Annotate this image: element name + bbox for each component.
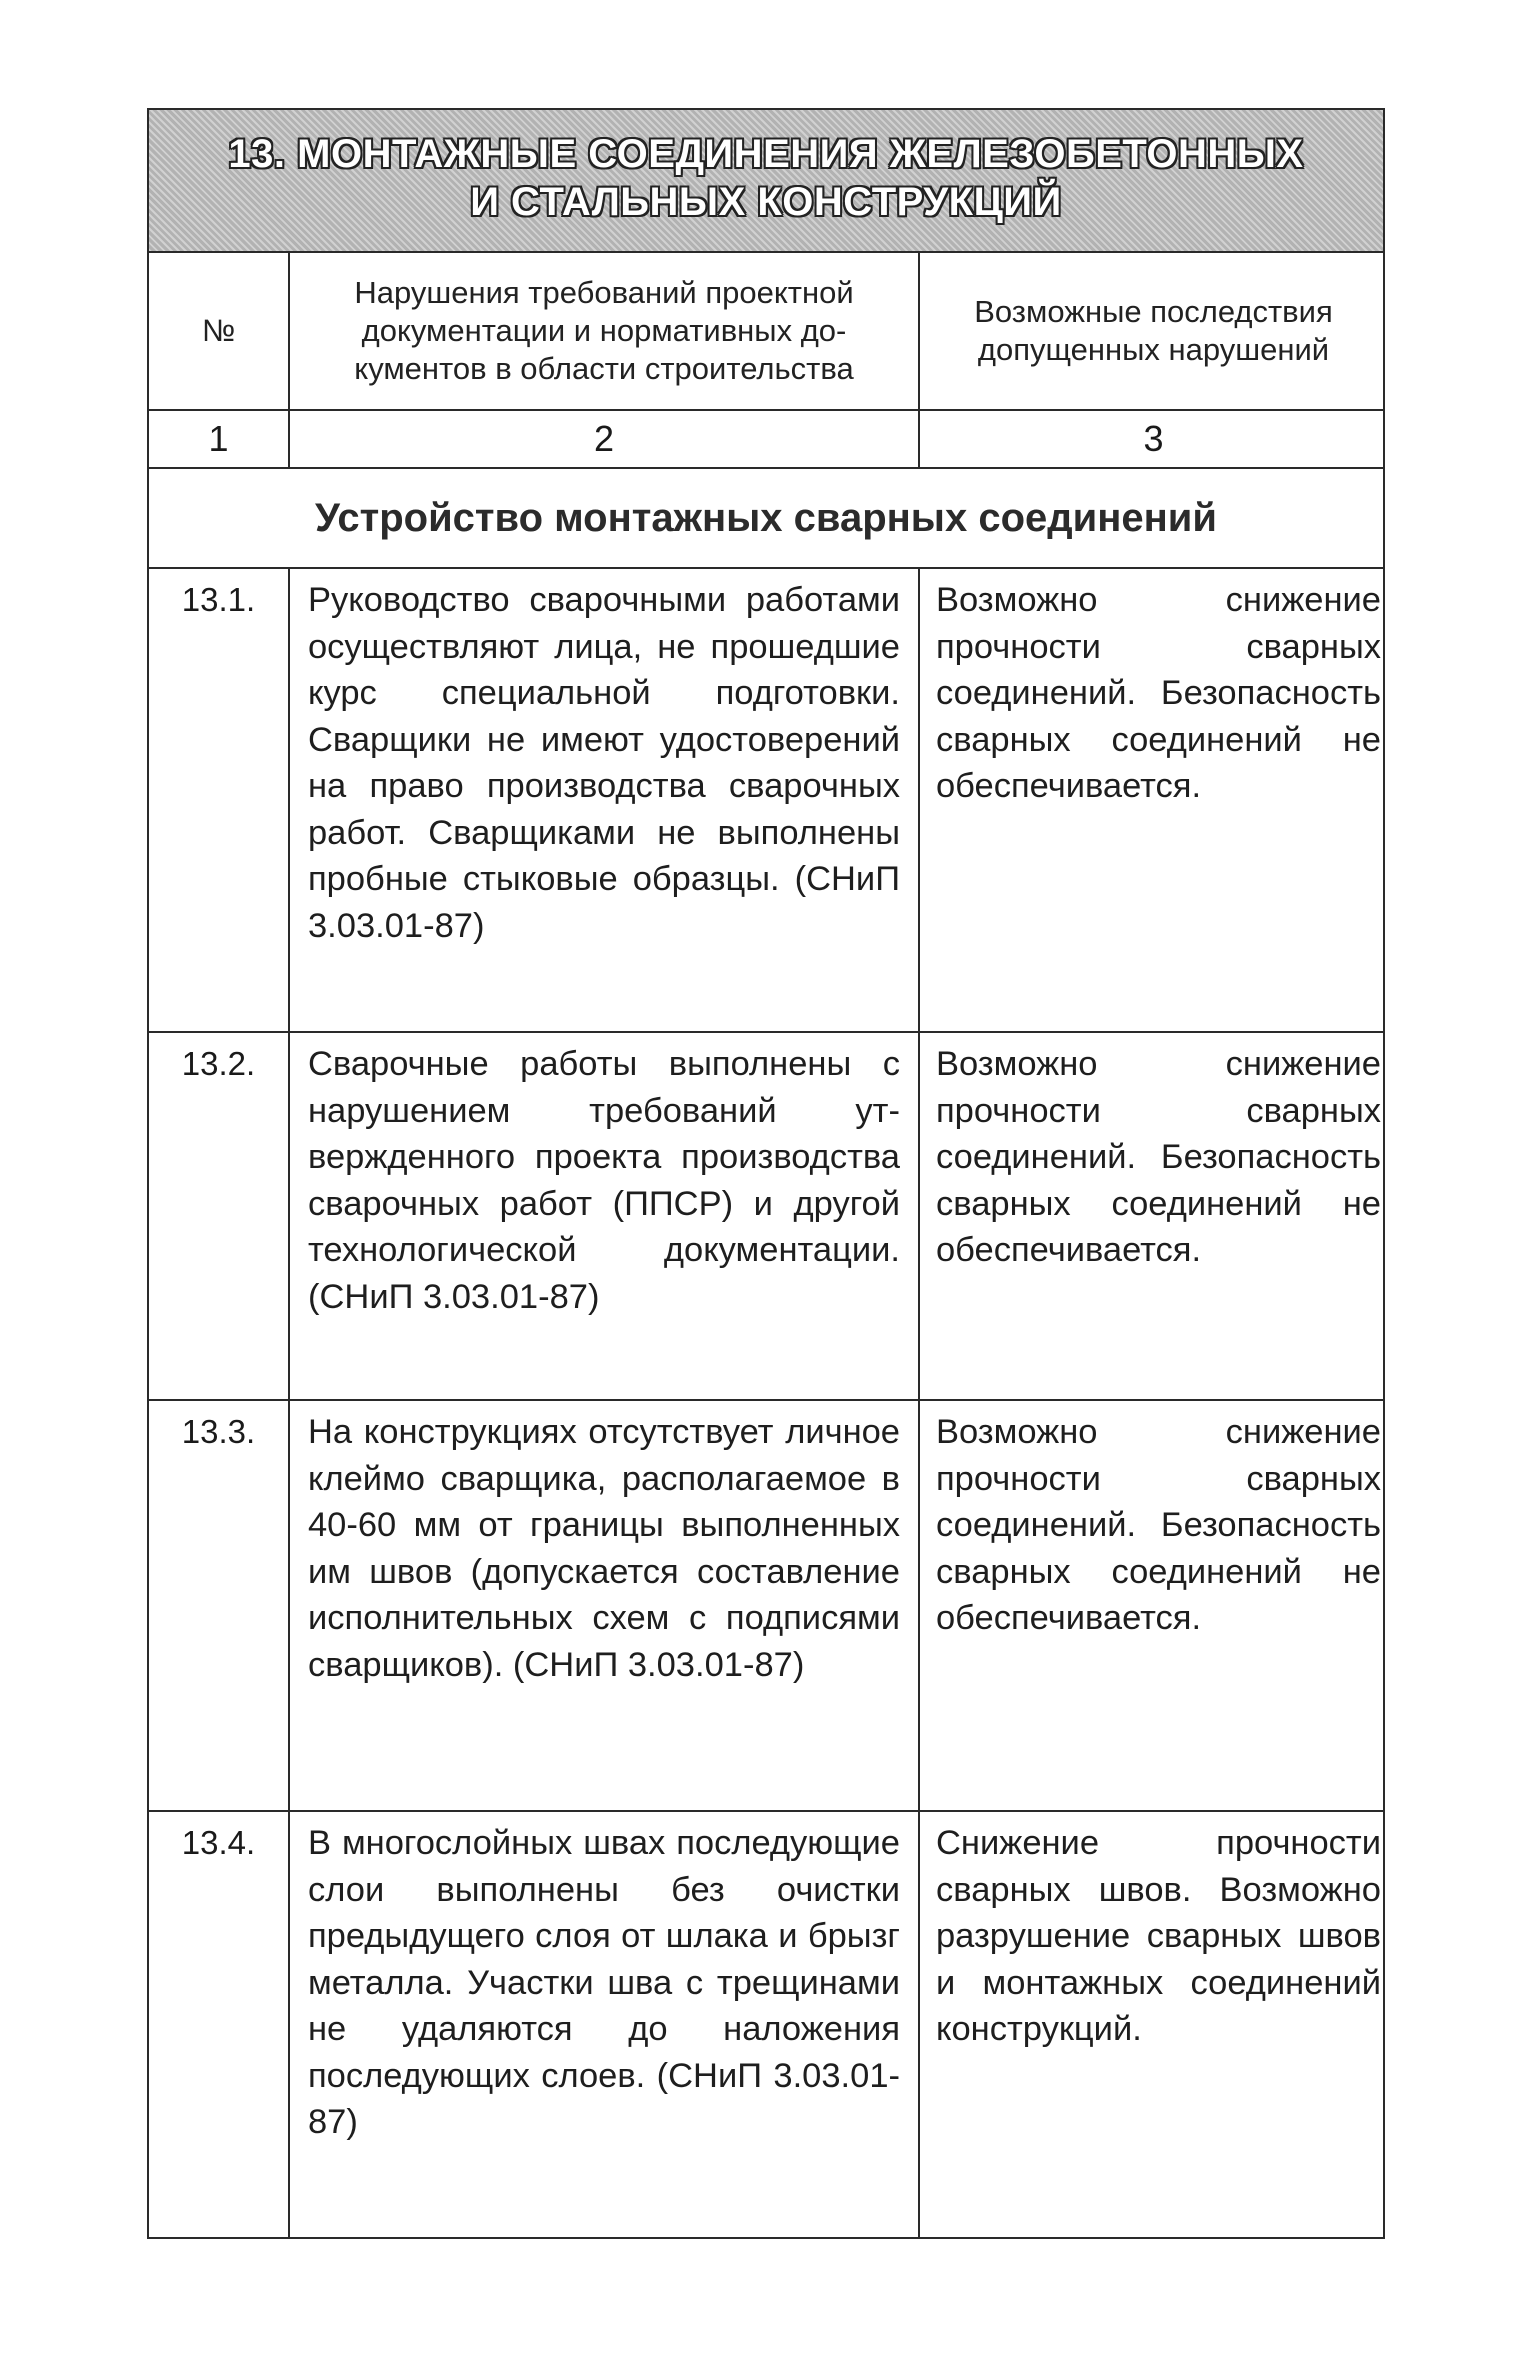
table-row bbox=[149, 569, 1383, 1033]
column-number-cell-2 bbox=[290, 411, 920, 467]
row-id: 13.3. bbox=[181, 1413, 256, 1450]
header-cell-violations bbox=[290, 253, 920, 409]
header-cell-consequences bbox=[920, 253, 1387, 409]
consequence-text: Возможно снижение прочности сварных соединений. Безопасность сварных соединений не обеспечивается. bbox=[936, 1045, 1381, 1269]
consequence-cell bbox=[920, 1033, 1387, 1399]
header-number-label: № bbox=[201, 313, 236, 348]
table-row bbox=[149, 1401, 1383, 1812]
header-consequences-label: Возможные последствия допущенных нарушений bbox=[974, 294, 1333, 367]
table-row bbox=[149, 1812, 1383, 2239]
column-numbers-row bbox=[149, 411, 1383, 469]
section-title-line-2: И СТАЛЬНЫХ КОНСТРУКЦИЙ bbox=[470, 180, 1062, 224]
column-number-2: 2 bbox=[593, 418, 615, 459]
violation-cell bbox=[290, 1401, 920, 1810]
row-id: 13.2. bbox=[181, 1045, 256, 1082]
column-number-cell-1 bbox=[149, 411, 290, 467]
consequence-cell bbox=[920, 1401, 1387, 1810]
header-cell-number bbox=[149, 253, 290, 409]
table-header-row bbox=[149, 253, 1383, 411]
header-violations-label: Нарушения требований проектной документации и нормативных документов в области строительства bbox=[354, 275, 854, 386]
column-number-1: 1 bbox=[208, 418, 229, 459]
row-id-cell bbox=[149, 1033, 290, 1399]
violation-text: На конструкциях отсутствует личное клеймо сварщика, располагаемое в 40-60 мм от границы выполненных им швов (допускается составление исполнительных схем с подписями сварщиков). (СНиП 3.03.01-87) bbox=[308, 1413, 900, 1684]
consequence-text: Снижение прочности сварных швов. Возможно разрушение сварных швов и монтажных соединений конструкций. bbox=[936, 1824, 1381, 2048]
section-title-line-1: 13. МОНТАЖНЫЕ СОЕДИНЕНИЯ ЖЕЛЕЗОБЕТОННЫХ bbox=[228, 132, 1304, 176]
row-id-cell bbox=[149, 569, 290, 1031]
consequence-text: Возможно снижение прочности сварных соединений. Безопасность сварных соединений не обеспечивается. bbox=[936, 1413, 1381, 1637]
row-id: 13.4. bbox=[181, 1824, 256, 1861]
row-id-cell bbox=[149, 1812, 290, 2239]
violation-text: В многослойных швах последующие слои выполнены без очистки предыдущего слоя от шлака и брызг металла. Участки шва с трещинами не удаляются до наложения последующих слоев. (СНиП 3.03.01-87) bbox=[308, 1824, 900, 2141]
subsection-row bbox=[149, 469, 1383, 569]
document-page bbox=[147, 108, 1385, 2239]
column-number-3: 3 bbox=[1143, 418, 1164, 459]
violation-text: Руководство сварочными работами осуществляют лица, не прошедшие курс специальной подготовки. Сварщики не имеют удостоверений на право производства сварочных работ. Сварщиками не выполнены пробные стыковые образцы. (СНиП 3.03.01-87) bbox=[308, 581, 900, 945]
consequence-text: Возможно снижение прочности сварных соединений. Безопасность сварных соединений не обеспечивается. bbox=[936, 581, 1381, 805]
consequence-cell bbox=[920, 1812, 1387, 2239]
consequence-cell bbox=[920, 569, 1387, 1031]
violation-cell bbox=[290, 569, 920, 1031]
violation-cell bbox=[290, 1812, 920, 2239]
table-row bbox=[149, 1033, 1383, 1401]
violation-text: Сварочные работы выполнены с нарушением требований утвержденного проекта производства сварочных работ (ППСР) и другой технологической документации. (СНиП 3.03.01-87) bbox=[308, 1045, 900, 1316]
column-number-cell-3 bbox=[920, 411, 1387, 467]
row-id: 13.1. bbox=[181, 581, 256, 618]
section-title-banner bbox=[149, 110, 1383, 253]
row-id-cell bbox=[149, 1401, 290, 1810]
subsection-title: Устройство монтажных сварных соединений bbox=[315, 496, 1217, 540]
violation-cell bbox=[290, 1033, 920, 1399]
